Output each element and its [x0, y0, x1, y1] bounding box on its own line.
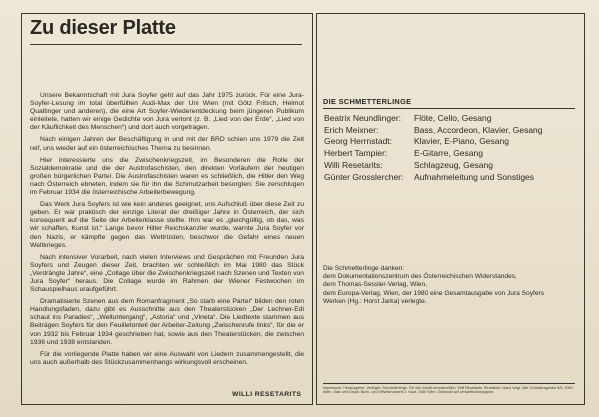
- band-member: [324, 160, 579, 172]
- band-member: [324, 148, 579, 160]
- band-heading: DIE SCHMETTERLINGE: [323, 97, 412, 106]
- member-role: E-Gitarre, Gesang: [414, 148, 483, 159]
- member-name: Beatrix Neundlinger:: [324, 113, 402, 123]
- band-member-list: [324, 113, 579, 183]
- acknowledgements: [323, 265, 579, 306]
- acknowledgement-line: dem Thomas-Sessler-Verlag, Wien,: [323, 281, 427, 289]
- title-divider: [30, 44, 302, 45]
- paragraph: Hier interessierte uns die Zwischenkriegszeit, im Besonderen die Rolle der Sozialdemokratie und die der Austrofaschisten, den direkten Vorläufern der heutigen großen bürgerlichen Partei. Die Austrofaschisten waren es schließlich, die Hitler den Weg nach Österreich ebneten, indem sie für ihn die Schmutzarbeit besorgten: Sie zerschlugen im Februar 1934 die österreichische Arbeiterbewegung.: [30, 156, 304, 197]
- member-role: Aufnahmeleitung und Sonstiges: [414, 171, 535, 182]
- paragraph: Das Werk Jura Soyfers ist wie kein anderes geeignet, uns Aufschluß über diese Zeit zu geben. Er war praktisch der einzige Literat der dreißiger Jahre in Österreich, der sich konsequent auf die Seite der Arbeiterklasse stellte. Ihm war es „gleichgültig, ob das, was wir schaffen, Kunst ist.“ Lange bevor Hitler Reichskanzler wurde, warnte Jura Soyfer vor den Nazis, er kämpfte gegen das Wettrüsten, beschwor die Gefahr eines neuen Weltkrieges.: [30, 201, 304, 249]
- acknowledgement-line: Werken (Hg.: Horst Jarka) verlegte.: [323, 297, 427, 305]
- imprint-divider: [323, 383, 575, 384]
- liner-notes-body: [30, 92, 304, 371]
- member-name: Erich Meixner:: [324, 124, 379, 135]
- paragraph: Nach intensiver Vorarbeit, nach vielen Interviews und Gesprächen mit Freunden Jura Soyfers und Zeugen dieser Zeit, brachten wir schließlich im Mai 1980 das Stück „Verdrängte Jahre“, eine „Collage über die Zwischenkriegszeit nach Szenen und Texten von Jura Soyfer“ heraus. Die Collage wurde im Rahmen der Wiener Festwochen im Schauspielhaus uraufgeführt.: [30, 253, 304, 294]
- band-member: [324, 136, 579, 148]
- paragraph: Nach einigen Jahren der Beschäftigung in und mit der BRD schien uns 1979 die Zeit reif, uns wieder auf ein österreichisches Thema zu besinnen.: [30, 136, 304, 152]
- paragraph: Unsere Bekanntschaft mit Jura Soyfer geht auf das Jahr 1975 zurück. Für eine Jura-Soyfer-Lesung im total überfüllten Audi-Max der Uni Wien (mit Götz Fritsch, Helmut Qualtinger und anderen), die eine Art Soyfer-Wiederentdeckung beim jüngeren Publikum einleitete, hatten wir einige Gedichte von Jura vertont (z. B. „Lied von der Erde“, „Lied von der Käuflichkeit des Menschen“) und dort auch vorgetragen.: [30, 92, 304, 132]
- member-role: Schlagzeug, Gesang: [414, 159, 493, 170]
- acknowledgement-line: dem Europa-Verlag, Wien, der 1980 eine Gesamtausgabe von Jura Soyfers: [323, 289, 545, 297]
- band-member: [324, 125, 579, 137]
- right-column-frame: [316, 13, 585, 405]
- band-member: [324, 113, 579, 125]
- band-heading-divider: [323, 108, 575, 109]
- imprint-text: Impressum: Herausgeber, Verleger: Schmetterlinge. Für den Inhalt verantwortlich: Willi Resetarits. Redaktion: Hans Veigl. Alle: Künstleragentur 5/5, 1060 Wien. Satz und Druck: Buch- und Offsetdruckerei J. Kaut, 1080 Wien. Gedruckt auf Umweltschutzpapier.: [323, 386, 573, 395]
- acknowledgement-line: Die Schmetterlinge danken:: [323, 265, 405, 272]
- member-role: Klavier, E-Piano, Gesang: [414, 136, 509, 147]
- member-name: Herbert Tampier:: [324, 148, 388, 159]
- paragraph: Für die vorliegende Platte haben wir eine Auswahl von Liedern zusammengestellt, die uns auch außerhalb des Stückzusammenhangs wirkungsvoll erscheinen.: [30, 350, 304, 366]
- paragraph: Dramatisierte Szenen aus dem Romanfragment „So starb eine Partei“ bilden den roten Handlungsfaden, dazu gibt es Ausschnitte aus den Theaterstücken „Der Lechner-Edi schaut ins Paradies“, „Weltuntergang“, „Astoria“ und „Vineta“. Die Liedtexte stammen aus Beiträgen Soyfers für den Feuilletonteil der Arbeiter-Zeitung „Zwischenrufe links“, für die er von 1932 bis Februar 1934 geschrieben hat, sowie aus den Theaterstücken, die zwischen 1936 und 1938 entstanden.: [30, 298, 304, 346]
- acknowledgement-line: dem Dokumentationszentrum des Österreichischen Widerstandes,: [323, 273, 517, 281]
- member-role: Flöte, Cello, Gesang: [414, 113, 492, 123]
- member-name: Willi Resetarits:: [324, 159, 383, 170]
- member-role: Bass, Accordeon, Klavier, Gesang: [414, 124, 543, 135]
- band-member: [324, 172, 579, 184]
- member-name: Günter Grosslercher:: [324, 171, 404, 182]
- member-name: Georg Herrnstadt:: [324, 136, 393, 147]
- page-title: Zu dieser Platte: [30, 17, 176, 39]
- author-signature: WILLI RESETARITS: [232, 391, 302, 398]
